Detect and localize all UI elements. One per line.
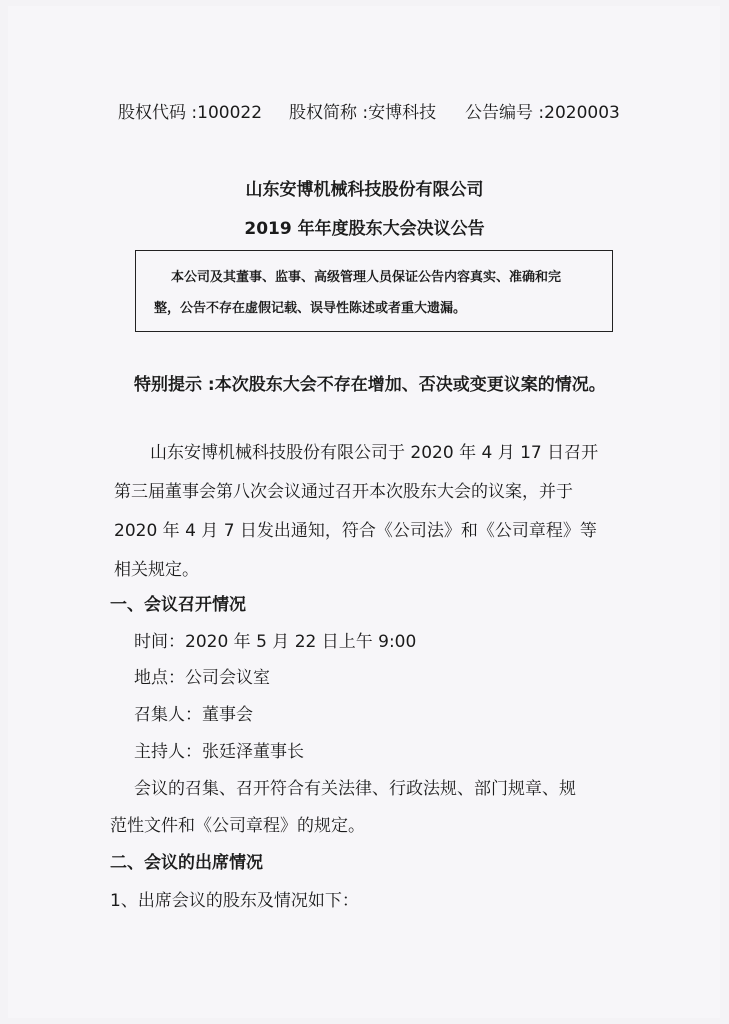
meeting-convener: 召集人：董事会 — [134, 705, 253, 725]
section2-heading: 二、会议的出席情况 — [110, 853, 263, 873]
meeting-place: 地点：公司会议室 — [134, 668, 270, 688]
meeting-title: 2019 年年度股东大会决议公告 — [244, 219, 485, 239]
notice-box-line1: 本公司及其董事、监事、高级管理人员保证公告内容真实、准确和完 — [171, 270, 562, 285]
section1-heading: 一、会议召开情况 — [110, 595, 246, 615]
stock-code: 股权代码 :100022 — [118, 103, 263, 123]
meeting-host: 主持人：张廷泽董事长 — [134, 742, 304, 762]
intro-line4: 相关规定。 — [114, 560, 199, 580]
notice-no-wrap — [465, 98, 620, 123]
compliance-line2: 范性文件和《公司章程》的规定。 — [110, 816, 365, 836]
notice-box — [135, 250, 613, 332]
special-hint: 特别提示 :本次股东大会不存在增加、否决或变更议案的情况。 — [134, 375, 606, 395]
meeting-time: 时间：2020 年 5 月 22 日上午 9:00 — [134, 632, 417, 652]
section2-item1: 1、出席会议的股东及情况如下： — [110, 891, 359, 911]
document-header — [118, 98, 262, 123]
compliance-line1: 会议的召集、召开符合有关法律、行政法规、部门规章、规 — [134, 779, 576, 799]
intro-line1: 山东安博机械科技股份有限公司于 2020 年 4 月 17 日召开 — [150, 443, 599, 463]
stock-abbr: 股权简称 :安博科技 — [289, 103, 437, 123]
company-title: 山东安博机械科技股份有限公司 — [245, 180, 484, 200]
notice-number: 公告编号 :2020003 — [465, 103, 620, 123]
notice-box-line2: 整，公告不存在虚假记载、误导性陈述或者重大遗漏。 — [154, 301, 467, 316]
intro-line2: 第三届董事会第八次会议通过召开本次股东大会的议案，并于 — [114, 482, 573, 502]
stock-abbr-wrap — [289, 98, 436, 123]
intro-line3: 2020 年 4 月 7 日发出通知，符合《公司法》和《公司章程》等 — [114, 521, 597, 541]
